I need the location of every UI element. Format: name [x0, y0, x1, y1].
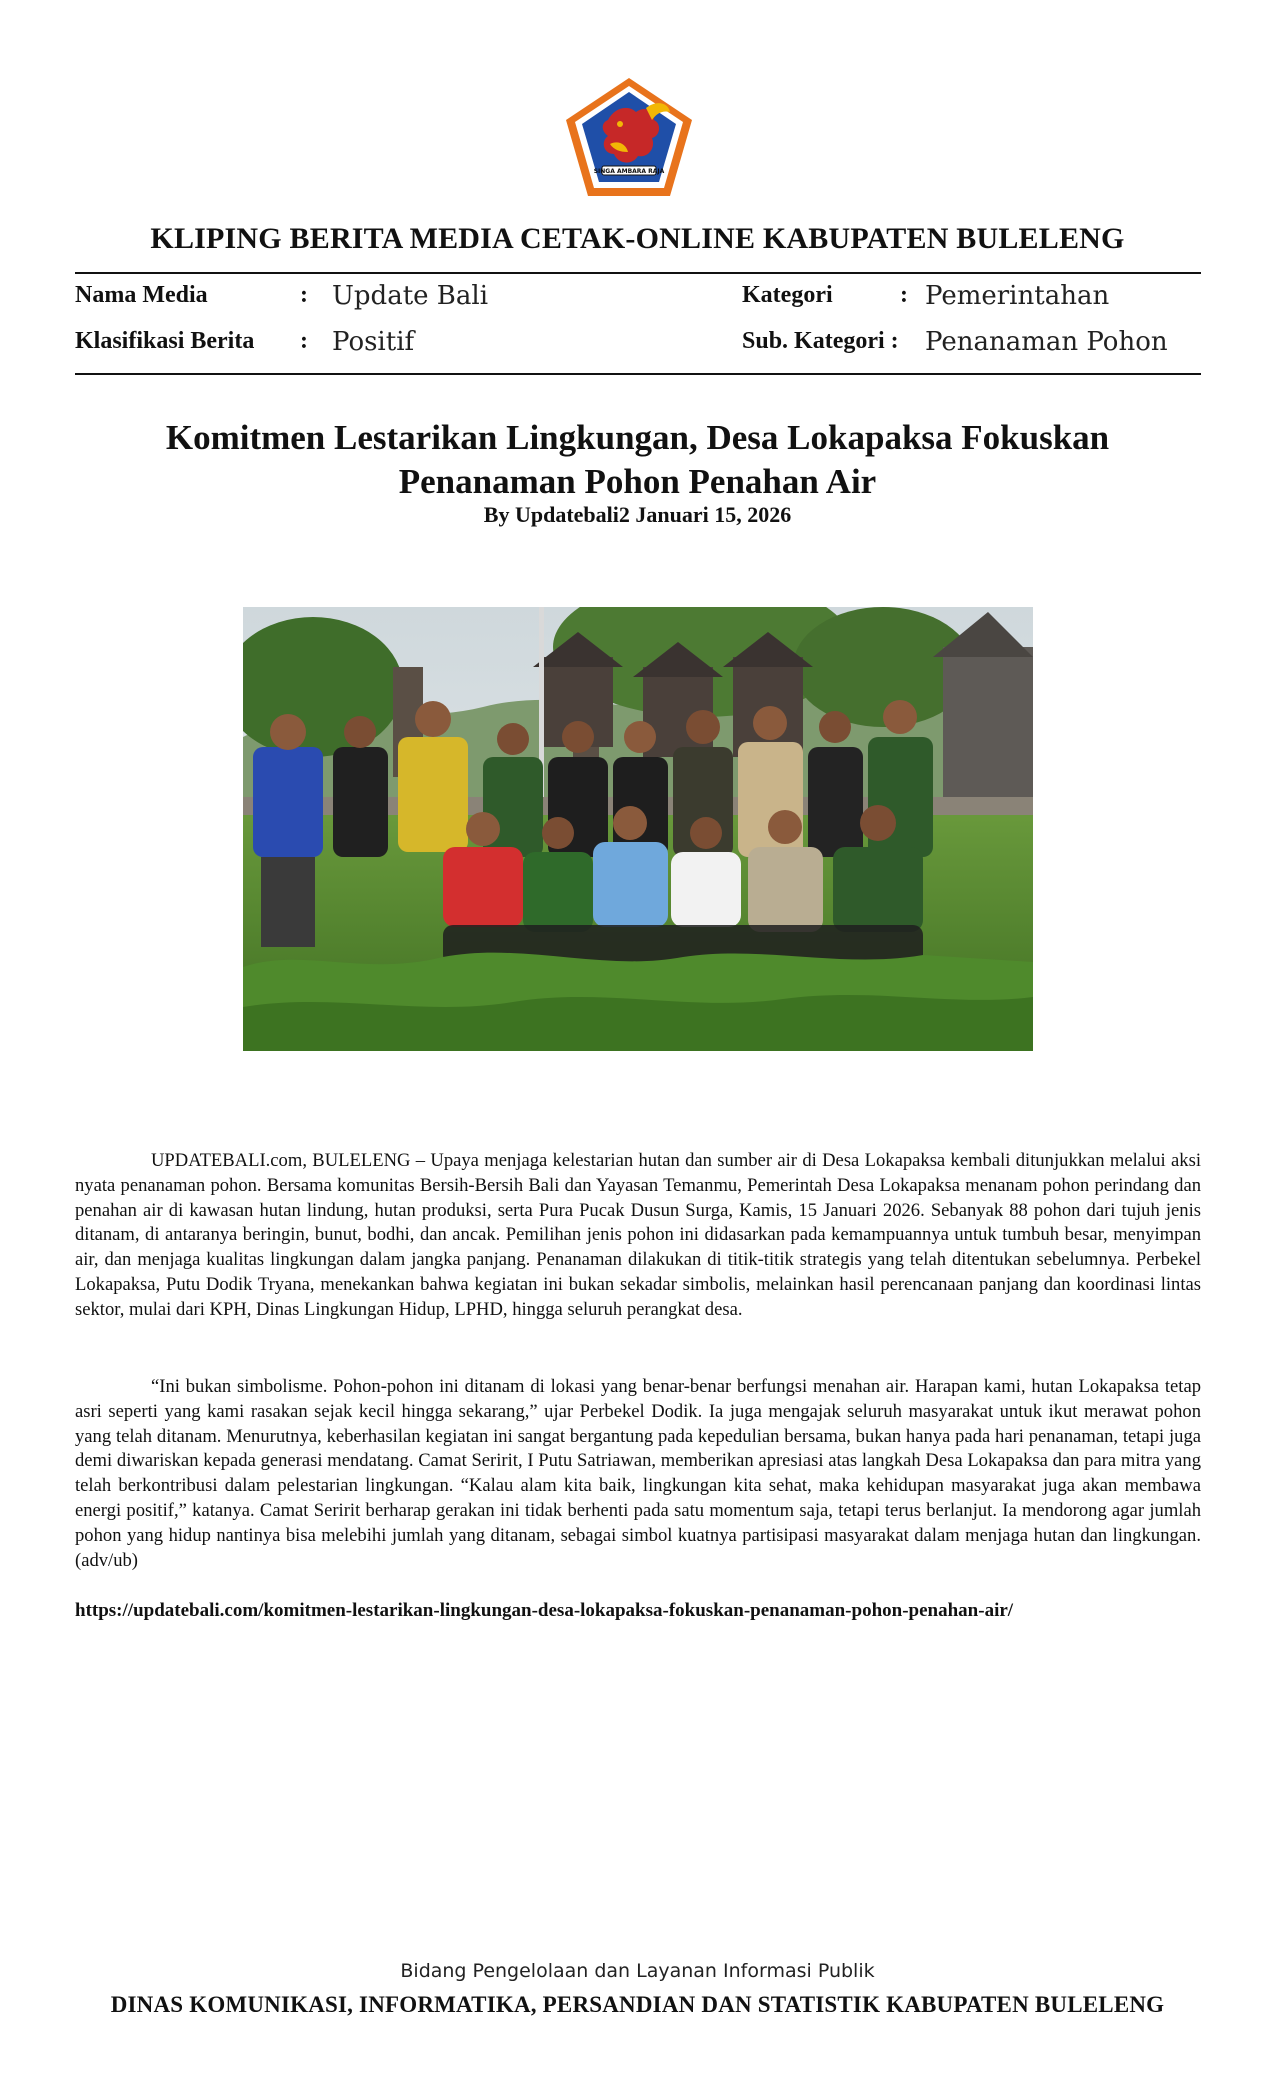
emblem-motto: SINGA AMBARA RAJA — [593, 168, 665, 175]
classification-value: Positif — [332, 327, 415, 357]
article-paragraph-2: “Ini bukan simbolisme. Pohon-pohon ini ditanam di lokasi yang benar-benar berfungsi menahan air. Harapan kami, hutan Lokapaksa tetap asri seperti yang kami rasakan sejak kecil hingga sekarang,” ujar Perbekel Dodik. Ia juga mengajak seluruh masyarakat untuk ikut merawat pohon yang telah ditanam. Menurutnya, keberhasilan kegiatan ini sangat bergantung pada kepedulian bersama, bukan hanya pada hari penanaman, tetapi juga demi diwariskan kepada generasi mendatang. Camat Seririt, I Putu Satriawan, memberikan apresiasi atas langkah Desa Lokapaksa dan para mitra yang telah berkontribusi dalam pelestarian lingkungan. “Kalau alam kita baik, lingkungan kita sehat, maka kehidupan masyarakat juga akan membawa energi positif,” katanya. Camat Seririt berharap gerakan ini tidak berhenti pada satu momentum saja, tetapi terus berlanjut. Ia mendorong agar jumlah pohon yang hidup nantinya bisa melebihi jumlah yang ditanam, sebagai simbol kuatnya partisipasi masyarakat dalam menjaga hutan dan lingkungan.(adv/ub) — [75, 1376, 1201, 1571]
article-paragraph-1: UPDATEBALI.com, BULELENG – Upaya menjaga kelestarian hutan dan sumber air di Desa Lokapaksa kembali ditunjukkan melalui aksi nyata penanaman pohon. Bersama komunitas Bersih-Bersih Bali dan Yayasan Temanmu, Pemerintah Desa Lokapaksa menanam pohon perindang dan penahan air di kawasan hutan lindung, hutan produksi, serta Pura Pucak Dusun Surga, Kamis, 15 Januari 2026. Sebanyak 88 pohon dari tujuh jenis ditanam, di antaranya beringin, bunut, bodhi, dan ancak. Pemilihan jenis pohon ini didasarkan pada kemampuannya untuk tumbuh besar, menyimpan air, dan menjaga kualitas lingkungan dalam jangka panjang. Penanaman dilakukan di titik-titik strategis yang telah ditentukan sebelumnya. Perbekel Lokapaksa, Putu Dodik Tryana, menekankan bahwa kegiatan ini bukan sekadar simbolis, melainkan hasil perencanaan panjang dan koordinasi lintas sektor, mulai dari KPH, Dinas Lingkungan Hidup, LPHD, hingga seluruh perangkat desa. — [75, 1150, 1201, 1320]
subcategory-value: Penanaman Pohon — [925, 327, 1168, 357]
group-photo-image — [243, 607, 1033, 1051]
article-title: Komitmen Lestarikan Lingkungan, Desa Lokapaksa Fokuskan Penanaman Pohon Penahan Air — [165, 418, 1110, 501]
header-divider-bottom — [75, 373, 1201, 375]
document-title: KLIPING BERITA MEDIA CETAK-ONLINE KABUPATEN BULELENG — [150, 222, 1125, 255]
subcategory-label: Sub. Kategori : — [742, 328, 899, 354]
article-byline: By Updatebali2 Januari 15, 2026 — [483, 502, 792, 527]
buleleng-emblem-icon — [562, 74, 696, 200]
category-value: Pemerintahan — [925, 281, 1110, 311]
footer-agency: DINAS KOMUNIKASI, INFORMATIKA, PERSANDIAN DAN STATISTIK KABUPATEN BULELENG — [110, 1992, 1165, 2017]
classification-colon: : — [300, 328, 308, 354]
classification-label: Klasifikasi Berita — [75, 328, 255, 354]
article-photo — [243, 607, 1033, 1051]
media-colon: : — [300, 282, 308, 308]
header-divider-top — [75, 272, 1201, 274]
media-label: Nama Media — [75, 282, 208, 308]
category-colon: : — [900, 282, 908, 308]
category-label: Kategori — [742, 282, 833, 308]
footer-unit: Bidang Pengelolaan dan Layanan Informasi Publik — [400, 1960, 875, 1982]
source-link[interactable]: https://updatebali.com/komitmen-lestarikan-lingkungan-desa-lokapaksa-fokuskan-penanaman-pohon-penahan-air/ — [75, 1600, 1014, 1621]
media-value: Update Bali — [332, 281, 489, 311]
